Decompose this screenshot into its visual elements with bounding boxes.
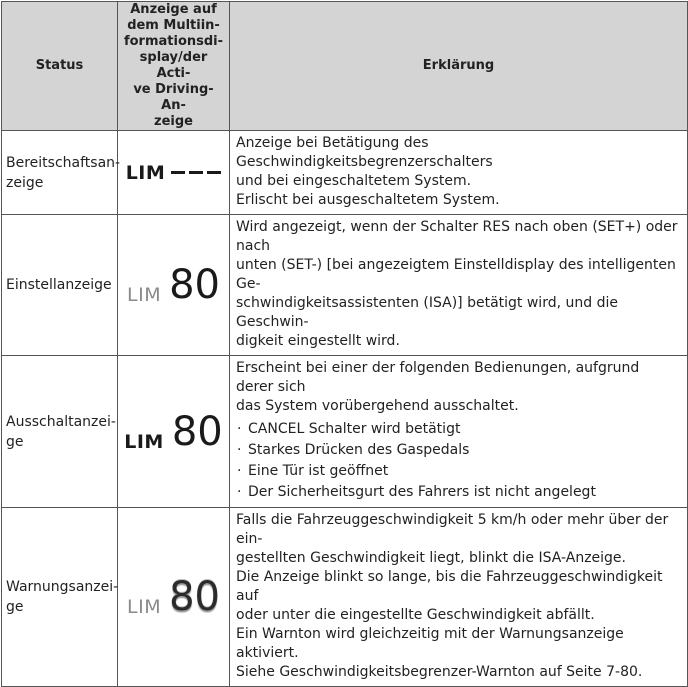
- header-display-line: ve Driving-An-: [133, 82, 214, 113]
- list-item: [236, 440, 681, 461]
- list-item-text: Starkes Drücken des Gaspedals: [248, 442, 470, 458]
- speed-limiter-indicator-table: [1, 1, 688, 687]
- condition-list: [236, 419, 681, 503]
- explanation-line: Ein Warnton wird gleichzeitig mit der Warnungsanzeige aktiviert.: [236, 626, 624, 661]
- header-status: Status: [2, 2, 118, 131]
- lim-standby-indicator: [126, 162, 222, 184]
- status-cell: [2, 356, 118, 508]
- bullet-icon: ·: [237, 421, 242, 437]
- status-line: Warnungsanzei-: [6, 579, 119, 595]
- lim-setting-indicator: [127, 264, 220, 306]
- header-display-line: dem Multiin-: [127, 18, 220, 33]
- explanation-cell: [230, 508, 688, 687]
- speed-value: 80: [169, 262, 220, 308]
- status-line: Einstellanzeige: [6, 277, 112, 293]
- status-line: Bereitschaftsan-: [6, 154, 121, 171]
- header-display-line: zeige: [154, 114, 193, 129]
- explanation-line: Erlischt bei ausgeschaltetem System.: [236, 192, 500, 208]
- display-cell: [118, 356, 230, 508]
- explanation-line: digkeit eingestellt wird.: [236, 333, 400, 349]
- speed-value: 80: [171, 408, 223, 455]
- header-row: [2, 2, 688, 131]
- header-display-line: formationsdi-: [123, 34, 224, 49]
- lim-label: LIM: [125, 161, 166, 184]
- list-item: [236, 461, 681, 482]
- status-line: Ausschaltanzei-: [6, 413, 116, 430]
- table-row: [2, 215, 688, 356]
- explanation-line: Falls die Fahrzeuggeschwindigkeit 5 km/h oder mehr über der ein-: [236, 512, 669, 547]
- table-row: [2, 356, 688, 508]
- explanation-line: Die Anzeige blinkt so lange, bis die Fahrzeuggeschwindigkeit auf: [236, 569, 663, 604]
- status-cell: [2, 131, 121, 215]
- list-item-text: Eine Tür ist geöffnet: [248, 463, 389, 479]
- explanation-line: Anzeige bei Betätigung des Geschwindigkeitsbegrenzerschalters: [236, 135, 493, 170]
- explanation-line: gestellten Geschwindigkeit liegt, blinkt die ISA-Anzeige.: [236, 550, 626, 566]
- lim-label: LIM: [127, 596, 162, 618]
- lim-label: LIM: [127, 284, 162, 306]
- lim-warning-indicator: [127, 576, 220, 618]
- bullet-icon: ·: [237, 463, 242, 479]
- list-item: [236, 482, 681, 503]
- display-cell: [118, 131, 230, 215]
- display-cell: [118, 215, 230, 356]
- status-line: zeige: [6, 174, 44, 191]
- status-cell: [2, 508, 118, 687]
- status-line: ge: [6, 433, 24, 450]
- header-display: [118, 2, 230, 131]
- status-line: ge: [6, 599, 24, 615]
- explanation-cell: [230, 215, 688, 356]
- explanation-line: unten (SET-) [bei angezeigtem Einstelldisplay des intelligenten Ge-: [236, 257, 676, 292]
- explanation-line: Erscheint bei einer der folgenden Bedienungen, aufgrund derer sich: [236, 360, 640, 395]
- explanation-line: und bei eingeschaltetem System.: [236, 173, 472, 189]
- list-item: [236, 419, 681, 440]
- explanation-line: oder unter die eingestellte Geschwindigkeit abfällt.: [236, 607, 595, 623]
- explanation-line: Siehe Geschwindigkeitsbegrenzer-Warnton auf Seite 7-80.: [236, 664, 643, 680]
- list-item-text: CANCEL Schalter wird betätigt: [248, 421, 461, 437]
- status-cell: [2, 215, 118, 356]
- explanation-line: Wird angezeigt, wenn der Schalter RES nach oben (SET+) oder nach: [236, 219, 678, 254]
- header-explanation: Erklärung: [230, 2, 688, 131]
- explanation-cell: [230, 131, 688, 215]
- speed-value: 80: [169, 574, 220, 620]
- explanation-line: schwindigkeitsassistenten (ISA)] betätigt wird, und die Geschwin-: [236, 295, 618, 330]
- header-display-line: Anzeige auf: [130, 2, 217, 17]
- explanation-cell: [230, 356, 688, 508]
- list-item-text: Der Sicherheitsgurt des Fahrers ist nicht angelegt: [248, 484, 596, 500]
- bullet-icon: ·: [237, 442, 242, 458]
- display-cell: [118, 508, 230, 687]
- explanation-line: das System vorübergehend ausschaltet.: [236, 398, 519, 414]
- dashes-icon: [171, 171, 221, 174]
- lim-label: LIM: [124, 430, 164, 453]
- header-display-line: splay/der Acti-: [139, 50, 208, 81]
- table-row: [2, 508, 688, 687]
- bullet-icon: ·: [237, 484, 242, 500]
- table-row: [2, 131, 688, 215]
- lim-off-indicator: [124, 408, 223, 455]
